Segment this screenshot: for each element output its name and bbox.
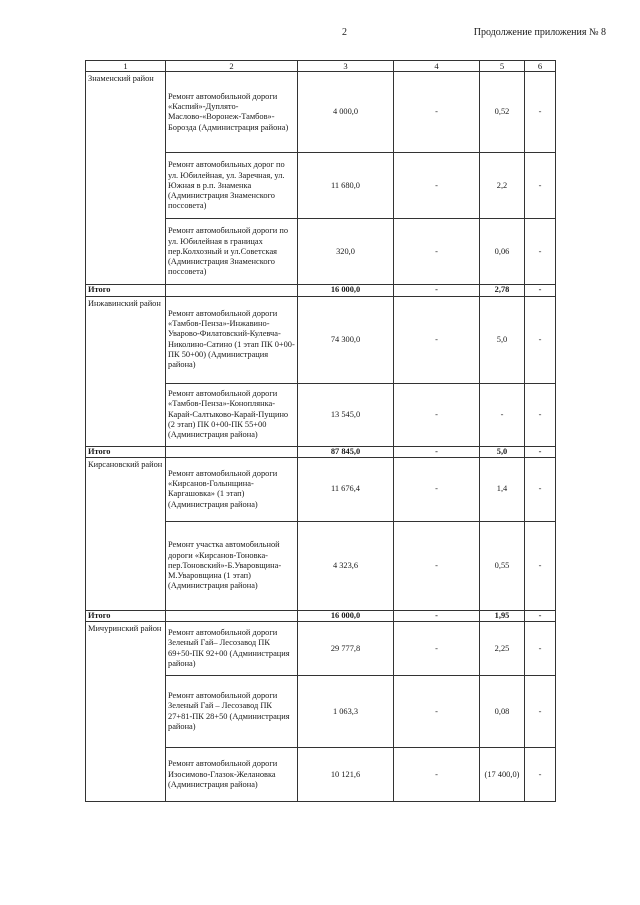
total-row: [86, 610, 556, 621]
total-blank: [166, 285, 298, 296]
column-number: 6: [525, 61, 556, 72]
col6-cell: -: [525, 72, 556, 153]
length-cell: 0,52: [480, 72, 525, 153]
col6-cell: -: [525, 457, 556, 521]
road-description: Ремонт автомобильных дорог по ул. Юбилейная, ул. Заречная, ул. Южная в р.п. Знаменка (Администрация Знаменского поссовета): [166, 153, 298, 219]
col6-cell: -: [525, 676, 556, 748]
page-number: 2: [342, 27, 347, 38]
total-col4: -: [394, 446, 480, 457]
column-number: 5: [480, 61, 525, 72]
road-description: Ремонт автомобильной дороги Изосимово-Глазок-Желановка (Администрация района): [166, 748, 298, 802]
road-description: Ремонт автомобильной дороги Зеленый Гай – Лесозавод ПК 27+81-ПК 28+50 (Администрация района): [166, 676, 298, 748]
col4-cell: -: [394, 383, 480, 446]
column-number: 2: [166, 61, 298, 72]
table-row: [86, 457, 556, 521]
road-description: Ремонт автомобильной дороги «Кирсанов-Голынщина-Каргашовка» (1 этап) (Администрация района): [166, 457, 298, 521]
length-cell: 0,06: [480, 219, 525, 285]
total-col6: -: [525, 446, 556, 457]
road-description: Ремонт участка автомобильной дороги «Кирсанов-Тоновка-пер.Тоновский»-Б.Уваровщина-М.Уваровщина (1 этап) (Администрация района): [166, 521, 298, 610]
total-row: [86, 285, 556, 296]
total-col4: -: [394, 285, 480, 296]
amount-cell: 4 000,0: [298, 72, 394, 153]
total-blank: [166, 610, 298, 621]
col4-cell: -: [394, 72, 480, 153]
amount-cell: 29 777,8: [298, 622, 394, 676]
amount-cell: 13 545,0: [298, 383, 394, 446]
length-cell: -: [480, 383, 525, 446]
column-number-row: [86, 61, 556, 72]
length-cell: (17 400,0): [480, 748, 525, 802]
col4-cell: -: [394, 219, 480, 285]
road-description: Ремонт автомобильной дороги Зеленый Гай– Лесозавод ПК 69+50-ПК 92+00 (Администрация района): [166, 622, 298, 676]
length-cell: 5,0: [480, 296, 525, 383]
total-label: Итого: [86, 285, 166, 296]
col6-cell: -: [525, 296, 556, 383]
amount-cell: 320,0: [298, 219, 394, 285]
amount-cell: 74 300,0: [298, 296, 394, 383]
length-cell: 0,55: [480, 521, 525, 610]
column-number: 1: [86, 61, 166, 72]
total-blank: [166, 446, 298, 457]
table-row: [86, 622, 556, 676]
amount-cell: 4 323,6: [298, 521, 394, 610]
column-number: 3: [298, 61, 394, 72]
length-cell: 1,4: [480, 457, 525, 521]
amount-cell: 1 063,3: [298, 676, 394, 748]
table-row: [86, 296, 556, 383]
total-label: Итого: [86, 610, 166, 621]
roads-table: [85, 60, 556, 802]
col6-cell: -: [525, 219, 556, 285]
total-label: Итого: [86, 446, 166, 457]
amount-cell: 10 121,6: [298, 748, 394, 802]
district-name: Кирсановский район: [86, 457, 166, 610]
total-amount: 87 845,0: [298, 446, 394, 457]
col4-cell: -: [394, 521, 480, 610]
col6-cell: -: [525, 748, 556, 802]
district-name: Мичуринский район: [86, 622, 166, 802]
length-cell: 2,25: [480, 622, 525, 676]
total-amount: 16 000,0: [298, 285, 394, 296]
col4-cell: -: [394, 676, 480, 748]
total-length: 2,78: [480, 285, 525, 296]
col4-cell: -: [394, 153, 480, 219]
col4-cell: -: [394, 748, 480, 802]
total-col4: -: [394, 610, 480, 621]
length-cell: 2,2: [480, 153, 525, 219]
district-name: Знаменский район: [86, 72, 166, 285]
district-name: Инжавинский район: [86, 296, 166, 446]
total-amount: 16 000,0: [298, 610, 394, 621]
col6-cell: -: [525, 622, 556, 676]
col6-cell: -: [525, 521, 556, 610]
road-description: Ремонт автомобильной дороги «Каспий»-Дуплято-Маслово-«Воронеж-Тамбов»-Борозда (Администрация района): [166, 72, 298, 153]
col6-cell: -: [525, 383, 556, 446]
col4-cell: -: [394, 622, 480, 676]
length-cell: 0,08: [480, 676, 525, 748]
amount-cell: 11 676,4: [298, 457, 394, 521]
road-description: Ремонт автомобильной дороги «Тамбов-Пенза»-Коноплянка-Карай-Салтыково-Карай-Пущино (2 этап) ПК 0+00-ПК 55+00 (Администрация района): [166, 383, 298, 446]
road-description: Ремонт автомобильной дороги «Тамбов-Пенза»-Инжавино-Уварово-Филатовский-Кулевча-Николино-Сатино (1 этап ПК 0+00-ПК 50+00) (Администрация района): [166, 296, 298, 383]
column-number: 4: [394, 61, 480, 72]
table-row: [86, 72, 556, 153]
total-length: 1,95: [480, 610, 525, 621]
total-col6: -: [525, 610, 556, 621]
total-col6: -: [525, 285, 556, 296]
amount-cell: 11 680,0: [298, 153, 394, 219]
col4-cell: -: [394, 296, 480, 383]
col6-cell: -: [525, 153, 556, 219]
total-row: [86, 446, 556, 457]
total-length: 5,0: [480, 446, 525, 457]
annex-label: Продолжение приложения № 8: [473, 27, 606, 38]
road-description: Ремонт автомобильной дороги по ул. Юбилейная в границах пер.Колхозный и ул.Советская (Администрация Знаменского поссовета): [166, 219, 298, 285]
col4-cell: -: [394, 457, 480, 521]
